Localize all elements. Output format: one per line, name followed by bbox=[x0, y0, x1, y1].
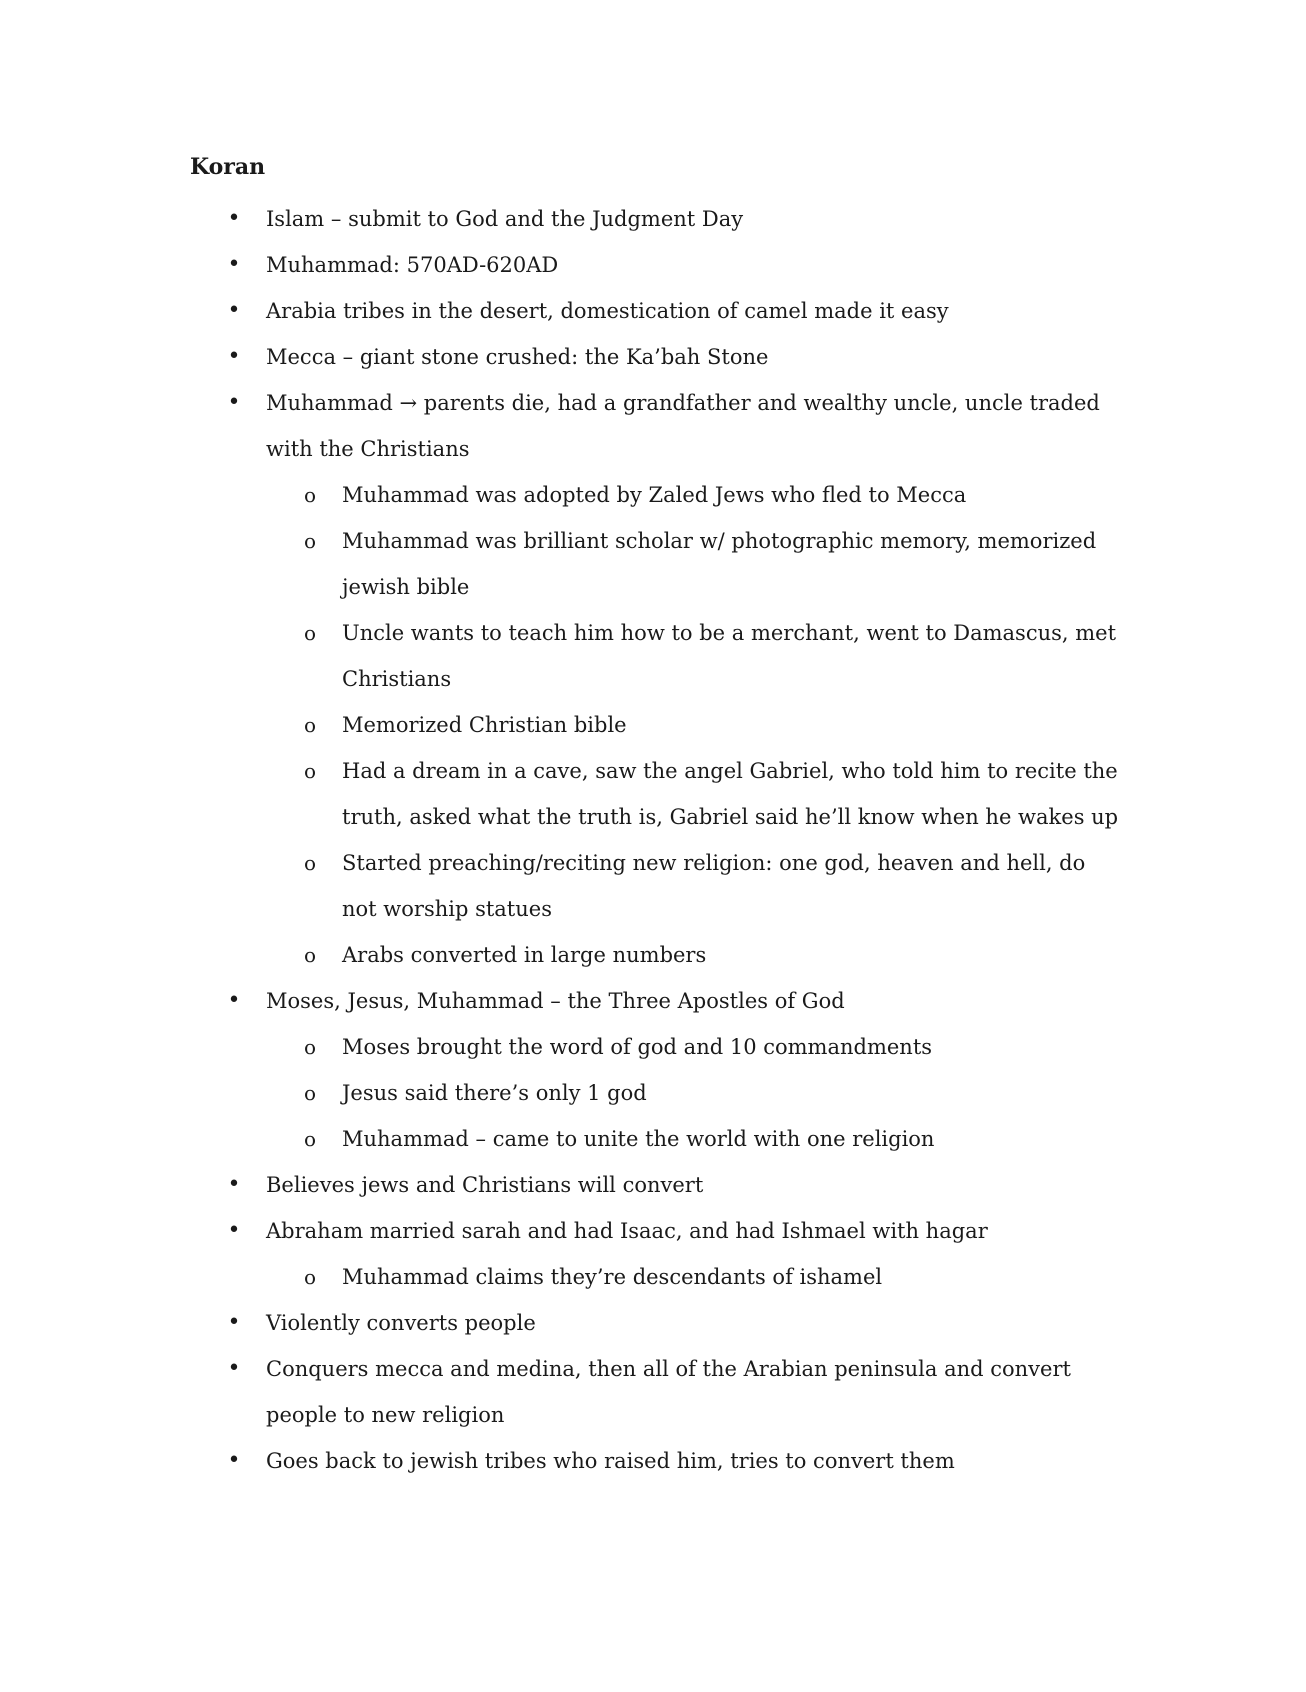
sub-list-item bbox=[0, 1254, 1126, 1300]
sub-list-item-text: Arabs converted in large numbers bbox=[342, 943, 707, 967]
sub-list-item bbox=[0, 472, 1126, 518]
sub-list bbox=[266, 1024, 1126, 1162]
sub-list-item bbox=[0, 1116, 1126, 1162]
sub-list-item bbox=[0, 932, 1126, 978]
bullet-icon: • bbox=[227, 344, 241, 369]
circle-bullet-icon: o bbox=[303, 851, 317, 875]
sub-list-item-text: Uncle wants to teach him how to be a merchant, went to Damascus, met Christians bbox=[342, 621, 1117, 691]
sub-list-item-text: Moses brought the word of god and 10 commandments bbox=[342, 1035, 933, 1059]
circle-bullet-icon: o bbox=[303, 943, 317, 967]
circle-bullet-icon: o bbox=[303, 1265, 317, 1289]
sub-list-item-text: Memorized Christian bible bbox=[342, 713, 627, 737]
list-item-text: Islam – submit to God and the Judgment Day bbox=[266, 207, 744, 231]
list-item-text: Conquers mecca and medina, then all of the Arabian peninsula and convert people to new religion bbox=[266, 1357, 1071, 1427]
sub-list-item bbox=[0, 610, 1126, 702]
list-item bbox=[0, 196, 1306, 242]
circle-bullet-icon: o bbox=[303, 621, 317, 645]
list-item-text: Abraham married sarah and had Isaac, and had Ishmael with hagar bbox=[266, 1219, 988, 1243]
sub-list-item-text: Muhammad was brilliant scholar w/ photographic memory, memorized jewish bible bbox=[342, 529, 1097, 599]
sub-list-item-text: Had a dream in a cave, saw the angel Gabriel, who told him to recite the truth, asked what the truth is, Gabriel said he’ll know when he wakes up bbox=[342, 759, 1119, 829]
sub-list-item-text: Muhammad claims they’re descendants of ishamel bbox=[342, 1265, 883, 1289]
bullet-icon: • bbox=[227, 252, 241, 277]
list-item bbox=[0, 1346, 1306, 1438]
list-item-text: Violently converts people bbox=[266, 1311, 536, 1335]
list-item-text: Moses, Jesus, Muhammad – the Three Apostles of God bbox=[266, 989, 845, 1013]
circle-bullet-icon: o bbox=[303, 1127, 317, 1151]
circle-bullet-icon: o bbox=[303, 1035, 317, 1059]
circle-bullet-icon: o bbox=[303, 1081, 317, 1105]
sub-list bbox=[266, 1254, 1126, 1300]
list-item bbox=[0, 1300, 1306, 1346]
sub-list-item-text: Muhammad was adopted by Zaled Jews who fled to Mecca bbox=[342, 483, 967, 507]
circle-bullet-icon: o bbox=[303, 529, 317, 553]
list-item bbox=[0, 288, 1306, 334]
page-title: Koran bbox=[190, 154, 266, 180]
sub-list-item-text: Muhammad – came to unite the world with one religion bbox=[342, 1127, 935, 1151]
bullet-icon: • bbox=[227, 988, 241, 1013]
sub-list bbox=[266, 472, 1126, 978]
bullet-icon: • bbox=[227, 390, 241, 415]
list-item-text: Mecca – giant stone crushed: the Ka’bah Stone bbox=[266, 345, 769, 369]
bullet-icon: • bbox=[227, 1448, 241, 1473]
bullet-list bbox=[0, 196, 1306, 1484]
sub-list-item-text: Jesus said there’s only 1 god bbox=[342, 1081, 647, 1105]
list-item bbox=[0, 334, 1306, 380]
sub-list-item bbox=[0, 748, 1126, 840]
circle-bullet-icon: o bbox=[303, 713, 317, 737]
list-item-text: Goes back to jewish tribes who raised him, tries to convert them bbox=[266, 1449, 955, 1473]
bullet-icon: • bbox=[227, 206, 241, 231]
sub-list-item-text: Started preaching/reciting new religion: one god, heaven and hell, do not worship statues bbox=[342, 851, 1086, 921]
list-item-text: Muhammad → parents die, had a grandfather and wealthy uncle, uncle traded with the Christians bbox=[266, 391, 1100, 461]
bullet-icon: • bbox=[227, 1172, 241, 1197]
sub-list-item bbox=[0, 1024, 1126, 1070]
list-item-text: Believes jews and Christians will convert bbox=[266, 1173, 704, 1197]
bullet-icon: • bbox=[227, 1356, 241, 1381]
circle-bullet-icon: o bbox=[303, 759, 317, 783]
sub-list-item bbox=[0, 518, 1126, 610]
list-item bbox=[0, 1438, 1306, 1484]
bullet-icon: • bbox=[227, 1218, 241, 1243]
list-item bbox=[0, 978, 1306, 1162]
list-item-text: Muhammad: 570AD-620AD bbox=[266, 253, 559, 277]
list-item bbox=[0, 1208, 1306, 1300]
list-item bbox=[0, 380, 1306, 978]
list-item bbox=[0, 1162, 1306, 1208]
sub-list-item bbox=[0, 1070, 1126, 1116]
sub-list-item bbox=[0, 702, 1126, 748]
list-item bbox=[0, 242, 1306, 288]
bullet-icon: • bbox=[227, 1310, 241, 1335]
bullet-icon: • bbox=[227, 298, 241, 323]
list-item-text: Arabia tribes in the desert, domestication of camel made it easy bbox=[266, 299, 949, 323]
circle-bullet-icon: o bbox=[303, 483, 317, 507]
sub-list-item bbox=[0, 840, 1126, 932]
